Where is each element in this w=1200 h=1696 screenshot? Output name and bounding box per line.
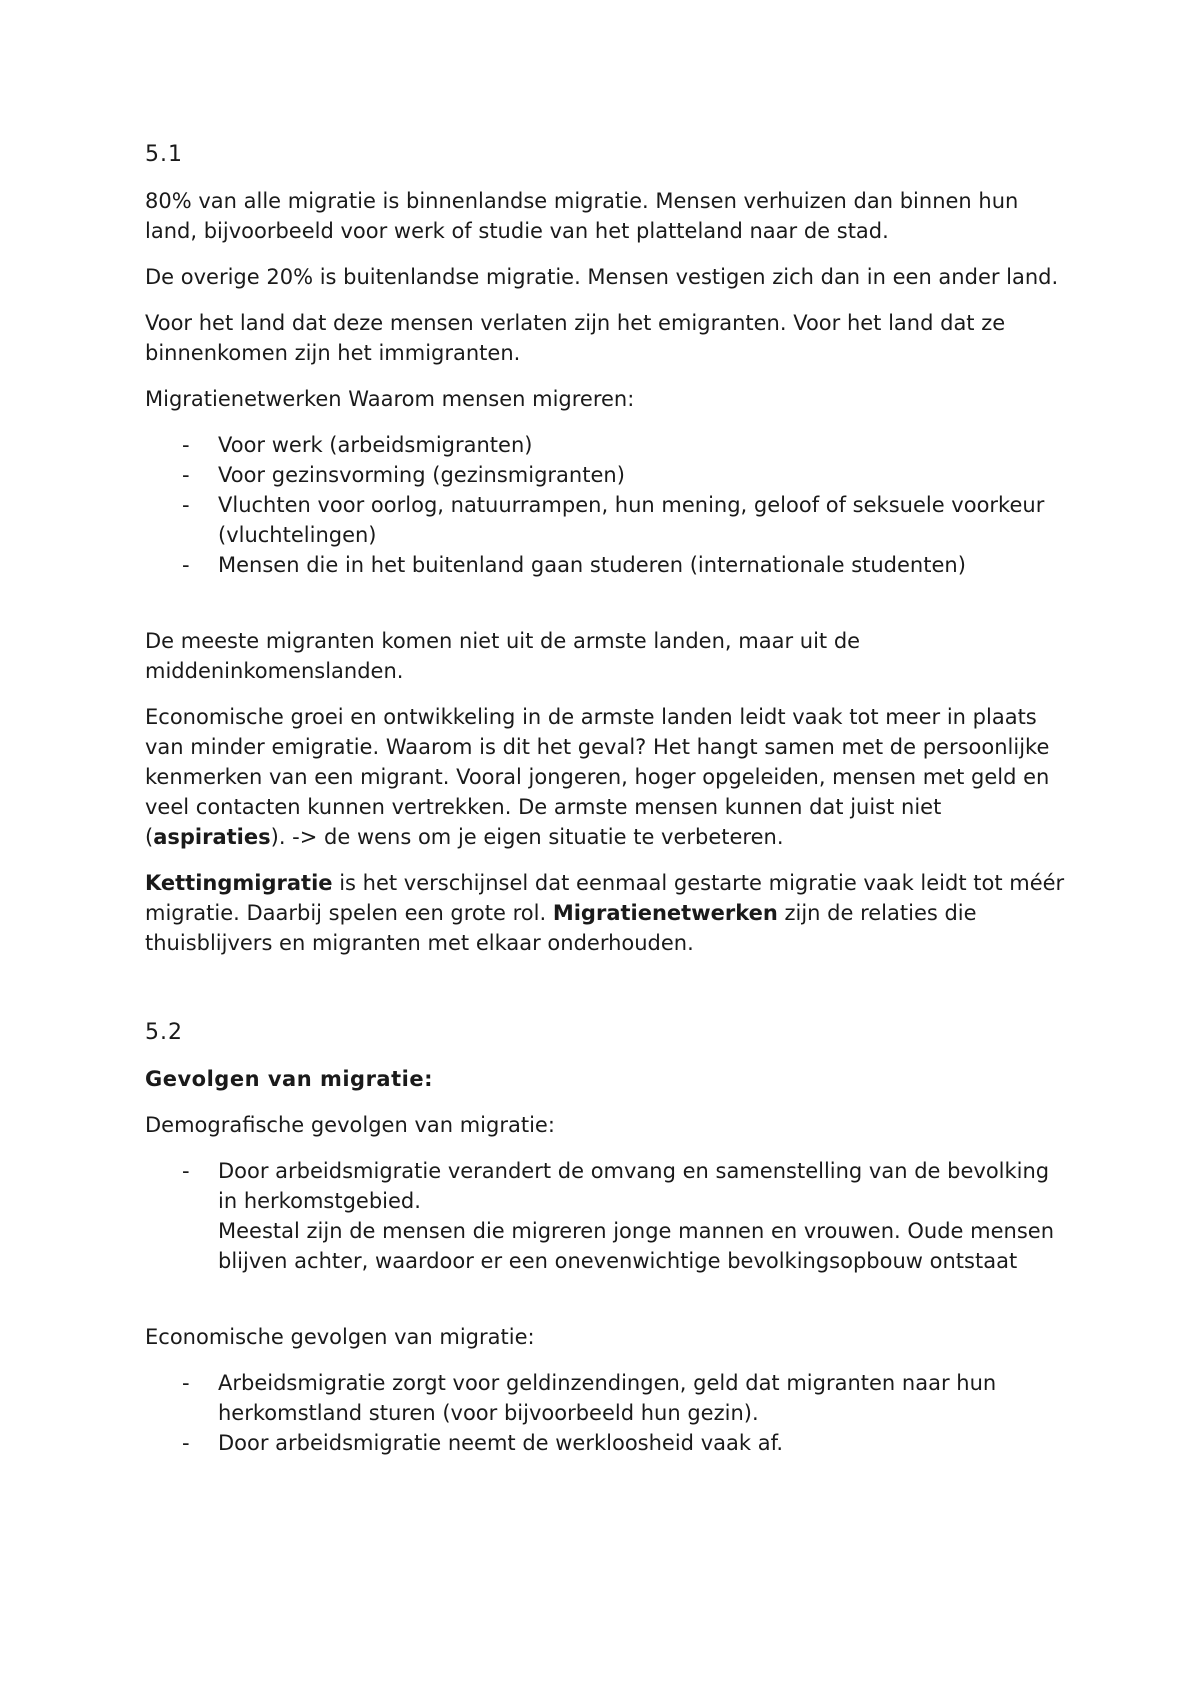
list-item: - Voor gezinsvorming (gezinsmigranten) bbox=[145, 460, 1065, 490]
term-aspiraties: aspiraties bbox=[153, 825, 271, 849]
paragraph-emigranten-immigranten: Voor het land dat deze mensen verlaten zijn het emigranten. Voor het land dat ze binnenkomen zijn het immigranten. bbox=[145, 311, 1006, 365]
paragraph-waarom-migreren: Migratienetwerken Waarom mensen migreren: bbox=[145, 387, 635, 411]
list-dash: - bbox=[182, 1159, 190, 1183]
list-migration-reasons bbox=[145, 430, 1065, 580]
section-heading-5-2: 5.2 bbox=[145, 1020, 183, 1045]
list-item: - Voor werk (arbeidsmigranten) bbox=[145, 430, 1065, 460]
list-item: - Arbeidsmigratie zorgt voor geldinzendingen, geld dat migranten naar hun herkomstland sturen (voor bijvoorbeeld hun gezin). bbox=[145, 1368, 1065, 1428]
subheading-gevolgen: Gevolgen van migratie: bbox=[145, 1067, 433, 1091]
list-dash: - bbox=[182, 1431, 190, 1455]
label-demografische-gevolgen: Demografische gevolgen van migratie: bbox=[145, 1113, 555, 1137]
term-kettingmigratie: Kettingmigratie bbox=[145, 871, 333, 895]
list-item: - Vluchten voor oorlog, natuurrampen, hun mening, geloof of seksuele voorkeur (vluchtelingen) bbox=[145, 490, 1065, 550]
list-dash: - bbox=[182, 493, 190, 517]
paragraph-buitenlandse-migratie: De overige 20% is buitenlandse migratie. Mensen vestigen zich dan in een ander land. bbox=[145, 265, 1059, 289]
list-item: - Mensen die in het buitenland gaan studeren (internationale studenten) bbox=[145, 550, 1065, 580]
label-economische-gevolgen: Economische gevolgen van migratie: bbox=[145, 1325, 535, 1349]
list-dash: - bbox=[182, 1371, 190, 1395]
list-economische-gevolgen bbox=[145, 1368, 1065, 1458]
section-heading-5-1: 5.1 bbox=[145, 142, 183, 167]
paragraph-kettingmigratie: Kettingmigratie is het verschijnsel dat eenmaal gestarte migratie vaak leidt tot méér migratie. Daarbij spelen een grote rol. Migratienetwerken zijn de relaties die thuisblijvers en migranten met elkaar onderhouden. bbox=[145, 871, 1065, 955]
list-item: - Door arbeidsmigratie neemt de werkloosheid vaak af. bbox=[145, 1428, 1065, 1458]
paragraph-binnenlandse-migratie: 80% van alle migratie is binnenlandse migratie. Mensen verhuizen dan binnen hun land, bijvoorbeeld voor werk of studie van het platteland naar de stad. bbox=[145, 189, 1019, 243]
list-demografische-gevolgen bbox=[145, 1156, 1065, 1276]
list-dash: - bbox=[182, 463, 190, 487]
paragraph-middeninkomenslanden: De meeste migranten komen niet uit de armste landen, maar uit de middeninkomenslanden. bbox=[145, 629, 861, 683]
list-dash: - bbox=[182, 553, 190, 577]
list-dash: - bbox=[182, 433, 190, 457]
document-page bbox=[145, 140, 1065, 1474]
list-item: - Door arbeidsmigratie verandert de omvang en samenstelling van de bevolking in herkomstgebied. Meestal zijn de mensen die migreren jonge mannen en vrouwen. Oude mensen blijven achter, waardoor er een onevenwichtige bevolkingsopbouw ontstaat bbox=[145, 1156, 1065, 1276]
paragraph-economische-groei: Economische groei en ontwikkeling in de armste landen leidt vaak tot meer in plaats van minder emigratie. Waarom is dit het geval? Het hangt samen met de persoonlijke kenmerken van een migrant. Vooral jongeren, hoger opgeleiden, mensen met geld en veel contacten kunnen vertrekken. De armste mensen kunnen dat juist niet (aspiraties). -> de wens om je eigen situatie te verbeteren. bbox=[145, 705, 1050, 849]
term-migratienetwerken: Migratienetwerken bbox=[552, 901, 778, 925]
